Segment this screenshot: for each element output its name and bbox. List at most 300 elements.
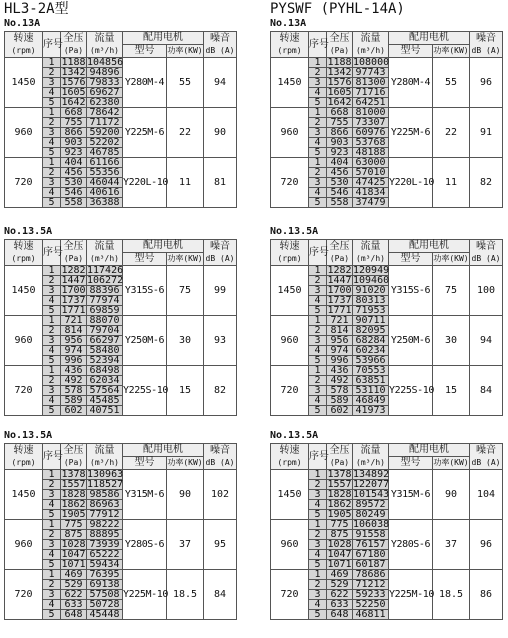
header-pressure: 全压 xyxy=(63,240,84,252)
speed-value: 960 xyxy=(271,316,309,366)
flow-value: 45448 xyxy=(87,610,123,620)
flow-value: 80249 xyxy=(353,510,389,520)
flow-value: 58480 xyxy=(87,346,123,356)
table-row xyxy=(5,108,237,118)
flow-value: 90711 xyxy=(353,316,389,326)
header-power: 功率(KW) xyxy=(167,458,203,467)
model-number: No.13.5A xyxy=(4,430,53,441)
motor-model: Y250M-6 xyxy=(123,316,167,366)
header-motor-type: 型号 xyxy=(134,253,155,264)
pressure-value: 1576 xyxy=(61,77,86,88)
flow-value: 88895 xyxy=(87,530,123,540)
seq-value: 1 xyxy=(309,266,327,276)
motor-model: Y220L-10 xyxy=(389,158,433,208)
flow-value: 109460 xyxy=(353,275,390,286)
pressure-value: 1642 xyxy=(61,97,86,108)
seq-value: 4 xyxy=(309,550,327,560)
flow-value: 59200 xyxy=(87,128,123,138)
flow-value: 91558 xyxy=(353,530,389,540)
seq-value: 2 xyxy=(309,326,327,336)
header-seq: 序号 xyxy=(43,246,63,258)
pressure-value: 558 xyxy=(61,198,87,208)
seq-value: 5 xyxy=(43,356,61,366)
flow-value: 69859 xyxy=(87,306,123,316)
flow-value: 61166 xyxy=(87,158,123,168)
pressure-value: 775 xyxy=(327,520,353,530)
seq-value: 5 xyxy=(43,198,61,208)
col-seq xyxy=(309,240,327,266)
seq-value: 3 xyxy=(309,540,327,550)
flow-value: 68498 xyxy=(87,366,123,376)
table-row xyxy=(5,470,237,480)
flow-value: 53768 xyxy=(353,138,389,148)
flow-value: 82095 xyxy=(353,326,389,336)
seq-value: 2 xyxy=(309,480,327,490)
spec-table xyxy=(4,239,237,416)
pressure-value: 1378 xyxy=(61,469,86,480)
pressure-value: 1605 xyxy=(327,87,352,98)
pressure-value: 923 xyxy=(327,148,353,158)
flow-value: 78686 xyxy=(353,570,389,580)
noise-value: 86 xyxy=(470,570,503,620)
header-noise: 噪音 xyxy=(210,444,230,456)
pressure-value: 648 xyxy=(327,610,353,620)
header-noise-unit: dB (A) xyxy=(471,253,501,263)
header-pressure: 全压 xyxy=(329,444,350,456)
pressure-value: 578 xyxy=(327,386,353,396)
pressure-value: 1028 xyxy=(327,539,352,550)
noise-value: 82 xyxy=(204,366,237,416)
seq-value: 4 xyxy=(43,296,61,306)
seq-value: 3 xyxy=(43,286,61,296)
motor-power: 37 xyxy=(433,520,470,570)
seq-value: 1 xyxy=(43,266,61,276)
col-motor-type xyxy=(123,45,167,58)
pressure-value: 546 xyxy=(61,188,87,198)
pressure-value: 1700 xyxy=(61,285,86,296)
col-motor xyxy=(123,240,204,253)
col-motor xyxy=(389,444,470,457)
col-motor xyxy=(389,32,470,45)
seq-value: 4 xyxy=(309,138,327,148)
motor-power: 22 xyxy=(167,108,204,158)
flow-value: 73939 xyxy=(87,540,123,550)
pressure-value: 814 xyxy=(327,326,353,336)
flow-value: 76157 xyxy=(353,540,389,550)
flow-value: 66297 xyxy=(87,336,123,346)
pressure-value: 668 xyxy=(327,108,353,118)
motor-power: 30 xyxy=(167,316,204,366)
seq-value: 2 xyxy=(43,376,61,386)
speed-value: 720 xyxy=(5,158,43,208)
noise-value: 81 xyxy=(204,158,237,208)
col-pressure xyxy=(327,444,353,470)
col-power xyxy=(167,253,204,266)
table-row xyxy=(271,316,503,326)
seq-value: 1 xyxy=(309,58,327,68)
header-speed-unit: (rpm) xyxy=(277,253,302,263)
seq-value: 5 xyxy=(309,406,327,416)
speed-value: 720 xyxy=(5,570,43,620)
pressure-value: 530 xyxy=(327,178,353,188)
pressure-value: 1047 xyxy=(327,549,352,560)
seq-value: 3 xyxy=(309,286,327,296)
pressure-value: 492 xyxy=(327,376,353,386)
pressure-value: 1047 xyxy=(61,549,86,560)
seq-value: 2 xyxy=(43,480,61,490)
motor-model: Y220L-10 xyxy=(123,158,167,208)
seq-value: 3 xyxy=(309,590,327,600)
pressure-value: 1557 xyxy=(61,479,86,490)
motor-power: 75 xyxy=(167,266,204,316)
pressure-value: 875 xyxy=(61,530,87,540)
col-speed xyxy=(271,240,309,266)
noise-value: 84 xyxy=(204,570,237,620)
flow-value: 91020 xyxy=(353,286,389,296)
pressure-value: 558 xyxy=(327,198,353,208)
seq-value: 1 xyxy=(309,158,327,168)
col-flow xyxy=(353,444,389,470)
flow-value: 130963 xyxy=(87,469,124,480)
seq-value: 2 xyxy=(309,168,327,178)
col-seq xyxy=(43,32,61,58)
header-motor-type: 型号 xyxy=(400,253,421,264)
page-title-left: HL3-2A型 xyxy=(4,1,69,17)
col-speed xyxy=(5,240,43,266)
flow-value: 63000 xyxy=(353,158,389,168)
flow-value: 134892 xyxy=(353,469,390,480)
page-title-right: PYSWF (PYHL-14A) xyxy=(270,1,405,17)
seq-value: 5 xyxy=(309,306,327,316)
col-power xyxy=(167,45,204,58)
flow-value: 77974 xyxy=(87,296,123,306)
flow-value: 80313 xyxy=(353,296,389,306)
header-speed: 转速 xyxy=(13,32,34,44)
col-speed xyxy=(5,444,43,470)
header-speed: 转速 xyxy=(13,444,34,456)
speed-value: 960 xyxy=(271,520,309,570)
seq-value: 4 xyxy=(43,188,61,198)
flow-value: 76395 xyxy=(87,570,123,580)
pressure-value: 1342 xyxy=(61,67,86,78)
pressure-value: 1447 xyxy=(61,275,86,286)
col-motor-type xyxy=(389,457,433,470)
header-speed-unit: (rpm) xyxy=(11,253,36,263)
flow-value: 122077 xyxy=(353,479,390,490)
seq-value: 1 xyxy=(309,470,327,480)
motor-model: Y315S-6 xyxy=(123,266,167,316)
seq-value: 2 xyxy=(43,118,61,128)
seq-value: 1 xyxy=(309,108,327,118)
table-row xyxy=(271,366,503,376)
pressure-value: 1905 xyxy=(327,509,352,520)
col-flow xyxy=(87,444,123,470)
seq-value: 5 xyxy=(309,510,327,520)
pressure-value: 1282 xyxy=(327,265,352,276)
noise-value: 100 xyxy=(470,266,503,316)
col-speed xyxy=(271,32,309,58)
pressure-value: 1576 xyxy=(327,77,352,88)
pressure-value: 492 xyxy=(61,376,87,386)
header-speed: 转速 xyxy=(279,32,300,44)
header-speed: 转速 xyxy=(279,444,300,456)
header-motor-type: 型号 xyxy=(134,457,155,468)
col-power xyxy=(433,253,470,266)
seq-value: 2 xyxy=(309,68,327,78)
flow-value: 81300 xyxy=(353,78,389,88)
noise-value: 104 xyxy=(470,470,503,520)
table-row xyxy=(5,570,237,580)
flow-value: 52394 xyxy=(87,356,123,366)
pressure-value: 923 xyxy=(61,148,87,158)
seq-value: 2 xyxy=(309,580,327,590)
motor-power: 15 xyxy=(433,366,470,416)
header-seq: 序号 xyxy=(43,450,63,462)
header-pressure-unit: (Pa) xyxy=(329,457,350,467)
seq-value: 1 xyxy=(43,58,61,68)
noise-value: 96 xyxy=(470,58,503,108)
table-row xyxy=(271,570,503,580)
motor-model: Y225S-10 xyxy=(123,366,167,416)
pressure-value: 1905 xyxy=(61,509,86,520)
seq-value: 1 xyxy=(43,366,61,376)
header-noise: 噪音 xyxy=(476,240,496,252)
noise-value: 91 xyxy=(470,108,503,158)
speed-value: 960 xyxy=(5,520,43,570)
header-flow-unit: (m³/h) xyxy=(356,253,385,263)
header-seq: 序号 xyxy=(309,450,329,462)
flow-value: 45485 xyxy=(87,396,123,406)
col-motor-type xyxy=(123,457,167,470)
pressure-value: 1737 xyxy=(61,295,86,306)
col-motor-type xyxy=(123,253,167,266)
pressure-value: 1557 xyxy=(327,479,352,490)
pressure-value: 721 xyxy=(327,316,353,326)
header-flow-unit: (m³/h) xyxy=(90,45,119,55)
flow-value: 118527 xyxy=(87,479,124,490)
flow-value: 70553 xyxy=(353,366,389,376)
motor-model: Y225M-6 xyxy=(389,108,433,158)
seq-value: 3 xyxy=(43,128,61,138)
seq-value: 4 xyxy=(43,138,61,148)
seq-value: 4 xyxy=(43,550,61,560)
header-flow-unit: (m³/h) xyxy=(356,45,385,55)
flow-value: 89572 xyxy=(353,500,389,510)
header-motor: 配用电机 xyxy=(143,240,183,251)
flow-value: 57010 xyxy=(353,168,389,178)
table-row xyxy=(5,158,237,168)
col-pressure xyxy=(61,444,87,470)
seq-value: 5 xyxy=(309,148,327,158)
spec-table xyxy=(270,443,503,620)
speed-value: 720 xyxy=(5,366,43,416)
seq-value: 4 xyxy=(309,188,327,198)
header-power: 功率(KW) xyxy=(167,46,203,55)
pressure-value: 1828 xyxy=(61,489,86,500)
header-seq: 序号 xyxy=(43,38,63,50)
flow-value: 98222 xyxy=(87,520,123,530)
flow-value: 48188 xyxy=(353,148,389,158)
header-power: 功率(KW) xyxy=(433,254,469,263)
pressure-value: 721 xyxy=(61,316,87,326)
pressure-value: 903 xyxy=(61,138,87,148)
flow-value: 53966 xyxy=(353,356,389,366)
flow-value: 65222 xyxy=(87,550,123,560)
header-pressure-unit: (Pa) xyxy=(63,457,84,467)
pressure-value: 1282 xyxy=(61,265,86,276)
seq-value: 5 xyxy=(43,610,61,620)
seq-value: 3 xyxy=(309,78,327,88)
pressure-value: 974 xyxy=(327,346,353,356)
seq-value: 2 xyxy=(43,276,61,286)
header-flow: 流量 xyxy=(94,240,115,252)
speed-value: 1450 xyxy=(5,58,43,108)
header-motor: 配用电机 xyxy=(409,240,449,251)
flow-value: 50728 xyxy=(87,600,123,610)
motor-model: Y315S-6 xyxy=(389,266,433,316)
pressure-value: 903 xyxy=(327,138,353,148)
pressure-value: 456 xyxy=(61,168,87,178)
flow-value: 106272 xyxy=(87,275,124,286)
seq-value: 5 xyxy=(43,306,61,316)
seq-value: 2 xyxy=(43,580,61,590)
table-row xyxy=(5,266,237,276)
pressure-value: 956 xyxy=(327,336,353,346)
flow-value: 64251 xyxy=(353,98,389,108)
seq-value: 3 xyxy=(43,78,61,88)
seq-value: 2 xyxy=(309,376,327,386)
header-motor-type: 型号 xyxy=(400,45,421,56)
seq-value: 1 xyxy=(43,520,61,530)
noise-value: 96 xyxy=(470,520,503,570)
motor-model: Y280M-4 xyxy=(389,58,433,108)
header-speed-unit: (rpm) xyxy=(11,457,36,467)
seq-value: 1 xyxy=(309,366,327,376)
pressure-value: 456 xyxy=(327,168,353,178)
seq-value: 1 xyxy=(309,316,327,326)
flow-value: 101543 xyxy=(353,489,390,500)
flow-value: 67180 xyxy=(353,550,389,560)
header-motor: 配用电机 xyxy=(409,32,449,43)
col-motor xyxy=(123,444,204,457)
col-speed xyxy=(5,32,43,58)
flow-value: 86963 xyxy=(87,500,123,510)
flow-value: 53110 xyxy=(353,386,389,396)
flow-value: 59434 xyxy=(87,560,123,570)
flow-value: 62380 xyxy=(87,98,123,108)
flow-value: 71172 xyxy=(87,118,123,128)
header-flow: 流量 xyxy=(360,240,381,252)
motor-power: 11 xyxy=(167,158,204,208)
flow-value: 63851 xyxy=(353,376,389,386)
col-seq xyxy=(309,444,327,470)
table-row xyxy=(271,158,503,168)
flow-value: 79833 xyxy=(87,78,123,88)
col-pressure xyxy=(61,32,87,58)
pressure-value: 469 xyxy=(61,570,87,580)
header-noise-unit: dB (A) xyxy=(205,457,235,467)
header-speed: 转速 xyxy=(279,240,300,252)
col-flow xyxy=(87,240,123,266)
motor-model: Y250M-6 xyxy=(389,316,433,366)
seq-value: 1 xyxy=(309,520,327,530)
noise-value: 90 xyxy=(204,108,237,158)
flow-value: 71953 xyxy=(353,306,389,316)
seq-value: 3 xyxy=(309,128,327,138)
noise-value: 99 xyxy=(204,266,237,316)
motor-power: 30 xyxy=(433,316,470,366)
seq-value: 5 xyxy=(43,510,61,520)
pressure-value: 956 xyxy=(61,336,87,346)
pressure-value: 996 xyxy=(327,356,353,366)
pressure-value: 775 xyxy=(61,520,87,530)
seq-value: 4 xyxy=(43,500,61,510)
pressure-value: 996 xyxy=(61,356,87,366)
seq-value: 5 xyxy=(309,98,327,108)
speed-value: 720 xyxy=(271,158,309,208)
header-power: 功率(KW) xyxy=(167,254,203,263)
header-noise-unit: dB (A) xyxy=(205,253,235,263)
motor-power: 55 xyxy=(167,58,204,108)
pressure-value: 1378 xyxy=(327,469,352,480)
header-noise: 噪音 xyxy=(210,32,230,44)
pressure-value: 633 xyxy=(327,600,353,610)
pressure-value: 1447 xyxy=(327,275,352,286)
pressure-value: 529 xyxy=(327,580,353,590)
spec-table xyxy=(270,31,503,208)
seq-value: 5 xyxy=(309,610,327,620)
seq-value: 4 xyxy=(309,396,327,406)
spec-table xyxy=(4,31,237,208)
pressure-value: 974 xyxy=(61,346,87,356)
header-speed: 转速 xyxy=(13,240,34,252)
col-speed xyxy=(271,444,309,470)
pressure-value: 1862 xyxy=(327,499,352,510)
pressure-value: 1028 xyxy=(61,539,86,550)
header-motor-type: 型号 xyxy=(134,45,155,56)
motor-power: 90 xyxy=(167,470,204,520)
col-seq xyxy=(309,32,327,58)
seq-value: 3 xyxy=(309,386,327,396)
flow-value: 41973 xyxy=(353,406,389,416)
pressure-value: 589 xyxy=(327,396,353,406)
pressure-value: 1342 xyxy=(327,67,352,78)
seq-value: 3 xyxy=(43,386,61,396)
flow-value: 97743 xyxy=(353,68,389,78)
motor-power: 11 xyxy=(433,158,470,208)
spec-table xyxy=(4,443,237,620)
seq-value: 5 xyxy=(43,148,61,158)
speed-value: 1450 xyxy=(5,470,43,520)
pressure-value: 578 xyxy=(61,386,87,396)
pressure-value: 866 xyxy=(327,128,353,138)
flow-value: 57508 xyxy=(87,590,123,600)
seq-value: 4 xyxy=(309,296,327,306)
table-row xyxy=(5,58,237,68)
header-flow: 流量 xyxy=(94,32,115,44)
header-motor: 配用电机 xyxy=(143,32,183,43)
flow-value: 69138 xyxy=(87,580,123,590)
seq-value: 1 xyxy=(43,570,61,580)
seq-value: 4 xyxy=(309,600,327,610)
pressure-value: 529 xyxy=(61,580,87,590)
header-flow-unit: (m³/h) xyxy=(90,253,119,263)
header-speed-unit: (rpm) xyxy=(277,45,302,55)
seq-value: 2 xyxy=(43,168,61,178)
flow-value: 46849 xyxy=(353,396,389,406)
pressure-value: 648 xyxy=(61,610,87,620)
flow-value: 55356 xyxy=(87,168,123,178)
